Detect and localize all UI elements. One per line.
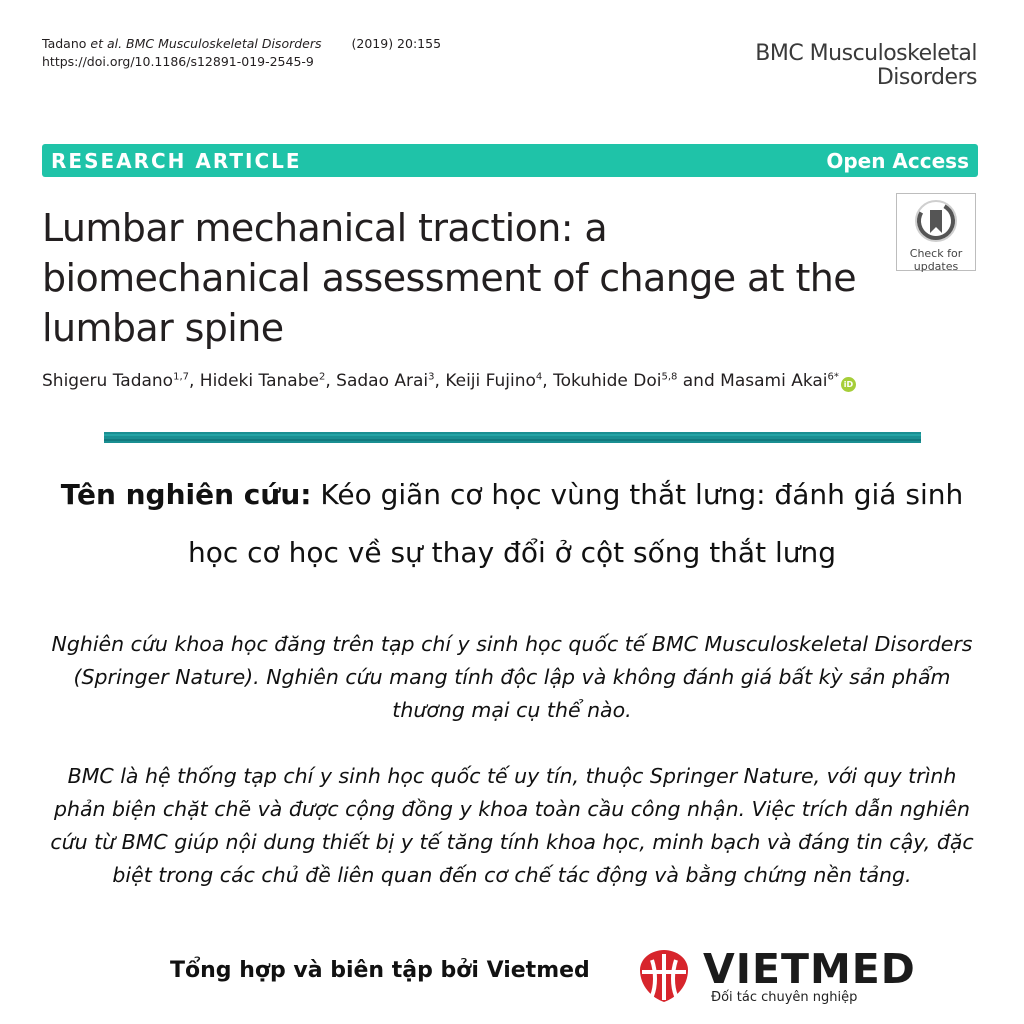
vietmed-tagline: Đối tác chuyên nghiệp [711,990,858,1005]
citation-doi[interactable]: https://doi.org/10.1186/s12891-019-2545-9 [42,54,314,69]
open-access-label: Open Access [826,148,969,173]
citation-year: (2019) 20:155 [351,36,442,51]
author-list [42,371,856,392]
check-updates-line1: Check for [909,247,963,260]
description-paragraph-2: BMC là hệ thống tạp chí y sinh học quốc tế uy tín, thuộc Springer Nature, với quy trình phản biện chặt chẽ và được cộng đồng y khoa toàn cầu công nhận. Việc trích dẫn nghiên cứu từ BMC giúp nội dung thiết bị y tế tăng tính khoa học, minh bạch và đáng tin cậy, đặc biệt trong các chủ đề liên quan đến cơ chế tác động và bằng chứng nền tảng. [50,764,974,887]
citation-journal: BMC Musculoskeletal Disorders [122,36,322,51]
author: Shigeru Tadano$^{1,7}$, [42,371,200,391]
vietmed-shield-icon [636,948,692,1004]
citation-et-al: et al. [90,36,123,51]
bookmark-circle-icon [914,199,958,243]
check-updates-line2: updates [913,260,959,273]
author: Tokuhide Doi$^{5,8}$ and [553,371,721,391]
journal-logo [755,42,977,90]
citation-line [42,35,441,53]
article-type-label: RESEARCH ARTICLE [51,148,302,173]
vietmed-brand: VIETMED [703,945,916,993]
vietnamese-study-title [50,466,974,582]
description-paragraph-1: Nghiên cứu khoa học đăng trên tạp chí y sinh học quốc tế BMC Musculoskeletal Disorders (Springer Nature). Nghiên cứu mang tính độc lập và không đánh giá bất kỳ sản phẩm thương mại cụ thể nào. [51,632,973,722]
editor-credit: Tổng hợp và biên tập bởi Vietmed [170,958,590,983]
article-title: Lumbar mechanical traction: a biomechanical assessment of change at the lumbar spine [42,206,857,350]
orcid-icon[interactable]: iD [841,377,856,392]
journal-logo-line1: BMC Musculoskeletal [755,41,977,66]
article-type-banner [42,144,978,177]
citation-author: Tadano [42,36,91,51]
study-title-text: Kéo giãn cơ học vùng thắt lưng: đánh giá sinh học cơ học về sự thay đổi ở cột sống thắt lưng [187,478,964,569]
citation [42,35,441,71]
decorative-divider [104,430,921,445]
study-title-label: Tên nghiên cứu: [60,478,312,511]
author: Sadao Arai$^3$, [336,371,446,391]
check-for-updates-button[interactable] [896,193,976,271]
author: Keiji Fujino$^4$, [445,371,554,391]
journal-logo-line2: Disorders [876,65,977,90]
author: Masami Akai$^{6*}$ [720,371,839,391]
author: Hideki Tanabe$^2$, [199,371,337,391]
